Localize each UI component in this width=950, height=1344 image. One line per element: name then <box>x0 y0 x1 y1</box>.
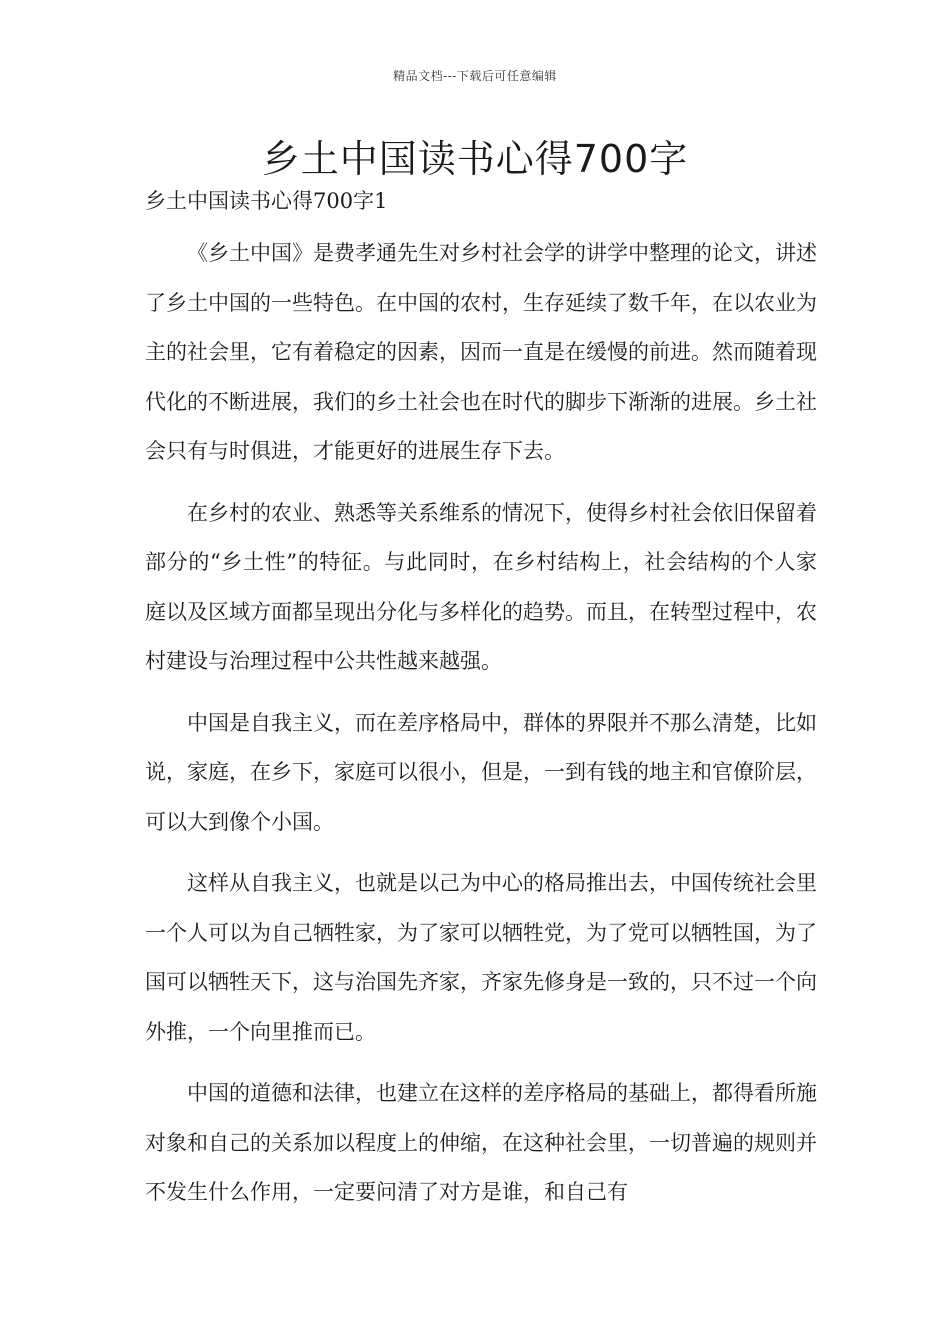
document-body <box>145 229 817 1230</box>
document-title: 乡土中国读书心得700字 <box>261 137 689 181</box>
paragraph: 中国的道德和法律，也建立在这样的差序格局的基础上，都得看所施对象和自己的关系加以程度上的伸缩，在这种社会里，一切普遍的规则并不发生什么作用，一定要问清了对方是谁，和自己有 <box>145 1081 817 1204</box>
paragraph: 中国是自我主义，而在差序格局中，群体的界限并不那么清楚，比如说，家庭，在乡下，家庭可以很小，但是，一到有钱的地主和官僚阶层，可以大到像个小国。 <box>145 710 817 834</box>
paragraph: 在乡村的农业、熟悉等关系维系的情况下，使得乡村社会依旧保留着部分的“乡土性”的特征。与此同时，在乡村结构上，社会结构的个人家庭以及区域方面都呈现出分化与多样化的趋势。而且，在转型过程中，农村建设与治理过程中公共性越来越强。 <box>145 500 817 673</box>
section-heading: 乡土中国读书心得700字1 <box>145 189 388 213</box>
paragraph: 这样从自我主义，也就是以己为中心的格局推出去，中国传统社会里一个人可以为自己牺牲家，为了家可以牺牲党，为了党可以牺牲国，为了国可以牺牲天下，这与治国先齐家，齐家先修身是一致的，只不过一个向外推，一个向里推而已。 <box>145 871 817 1044</box>
paragraph: 《乡土中国》是费孝通先生对乡村社会学的讲学中整理的论文，讲述了乡土中国的一些特色。在中国的农村，生存延续了数千年，在以农业为主的社会里，它有着稳定的因素，因而一直是在缓慢的前进。然而随着现代化的不断进展，我们的乡土社会也在时代的脚步下渐渐的进展。乡土社会只有与时俱进，才能更好的进展生存下去。 <box>145 241 817 463</box>
page-header: 精品文档---下载后可任意编辑 <box>393 69 557 83</box>
